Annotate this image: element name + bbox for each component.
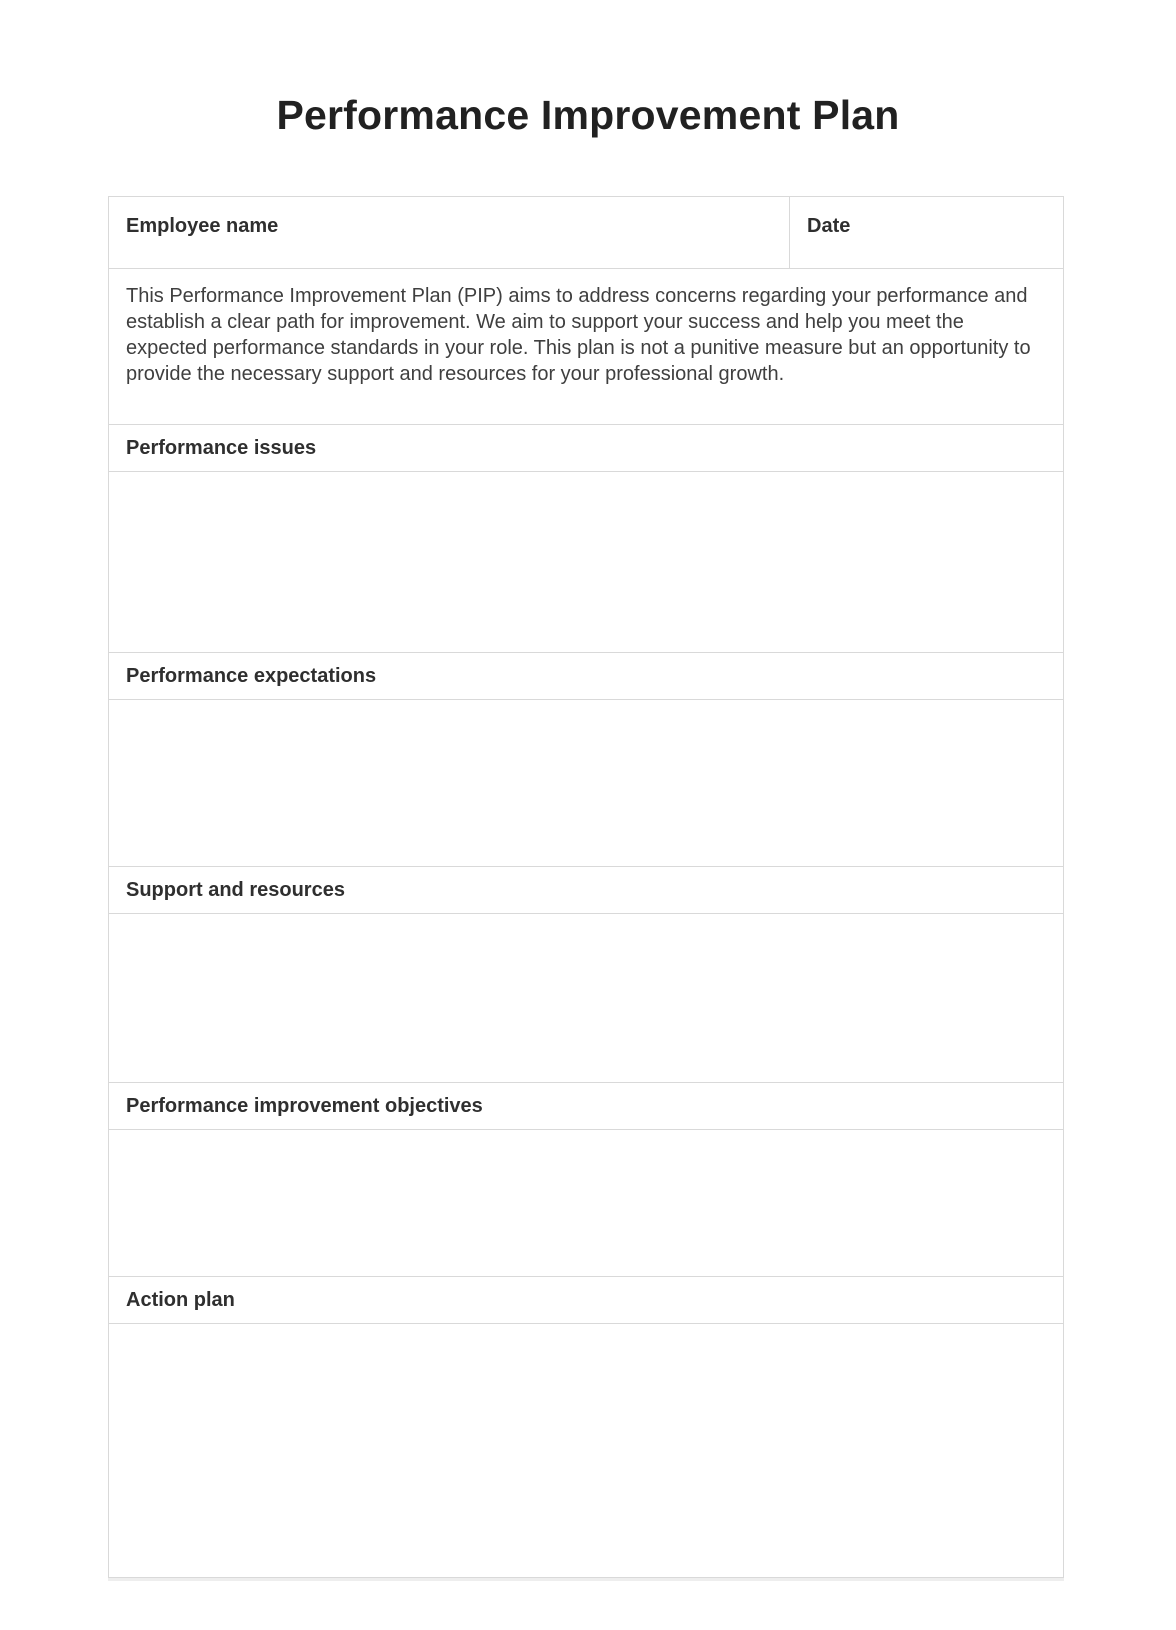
pip-form-table xyxy=(108,196,1064,1578)
date-field[interactable] xyxy=(790,197,1063,268)
performance-issues-field[interactable] xyxy=(109,472,1063,653)
performance-expectations-label: Performance expectations xyxy=(126,664,377,687)
action-plan-header-row xyxy=(109,1277,1063,1324)
intro-paragraph: This Performance Improvement Plan (PIP) aims to address concerns regarding your performance and establish a clear path for improvement. We aim to support your success and help you meet the expected performance standards in your role. This plan is not a punitive measure but an opportunity to provide the necessary support and resources for your professional growth. xyxy=(126,285,1031,385)
improvement-objectives-header-row xyxy=(109,1083,1063,1130)
employee-name-field[interactable] xyxy=(109,197,790,268)
date-label: Date xyxy=(807,215,851,237)
performance-issues-header-row xyxy=(109,425,1063,472)
action-plan-label: Action plan xyxy=(126,1288,235,1311)
performance-expectations-header-row xyxy=(109,653,1063,700)
performance-expectations-field[interactable] xyxy=(109,700,1063,867)
support-resources-label: Support and resources xyxy=(126,878,345,901)
action-plan-field[interactable] xyxy=(109,1324,1063,1577)
support-resources-field[interactable] xyxy=(109,914,1063,1083)
improvement-objectives-field[interactable] xyxy=(109,1130,1063,1277)
employee-name-label: Employee name xyxy=(126,215,279,237)
support-resources-header-row xyxy=(109,867,1063,914)
intro-row xyxy=(109,269,1063,425)
improvement-objectives-label: Performance improvement objectives xyxy=(126,1094,483,1117)
performance-issues-label: Performance issues xyxy=(126,436,317,459)
employee-date-row xyxy=(109,197,1063,269)
page-title: Performance Improvement Plan xyxy=(276,92,900,138)
